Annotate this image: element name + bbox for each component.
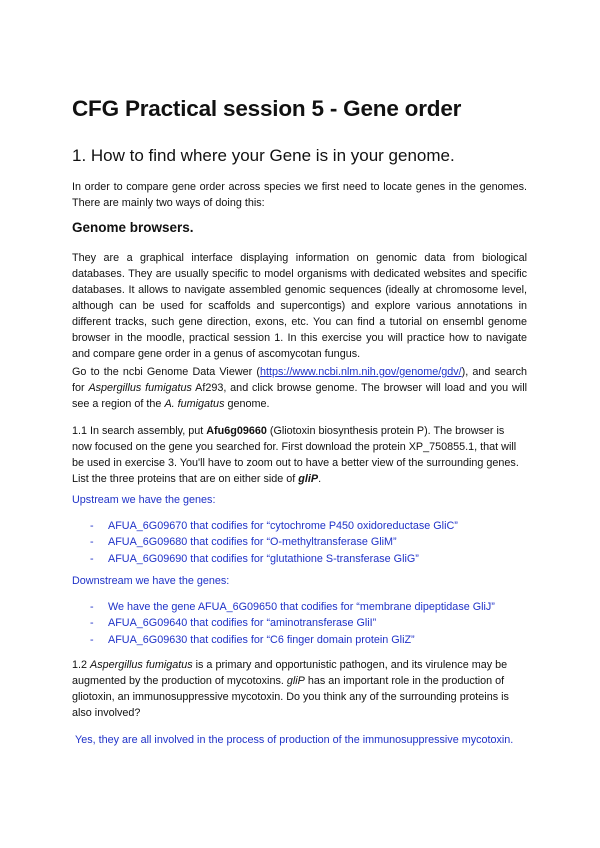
q12-text-3: has an important role in the production of gliotoxin, an immunosuppressive mycotoxin. Do you think any of the surrounding proteins is also involved? (72, 675, 509, 719)
list-item-text: AFUA_6G09670 that codifies for “cytochrome P450 oxidoreductase GliC” (108, 520, 458, 532)
ncbi-text-4: genome. (224, 398, 270, 410)
gene-id: Afu6g09660 (206, 425, 267, 437)
gene-name: gliP (286, 675, 305, 687)
question-1-1 (72, 423, 527, 487)
downstream-list (90, 599, 495, 648)
species-name: Aspergillus fumigatus (88, 382, 192, 394)
upstream-label: Upstream we have the genes: (72, 494, 216, 506)
q11-text-1: 1.1 In search assembly, put (72, 425, 207, 437)
bullet: - (90, 520, 94, 532)
list-item (90, 551, 458, 567)
intro-paragraph: In order to compare gene order across species we first need to locate genes in the genomes. There are mainly two ways of doing this: (72, 181, 527, 209)
answer-text: Yes, they are all involved in the process of production of the immunosuppressive mycotoxin. (75, 734, 514, 746)
bullet: - (90, 552, 94, 565)
list-item-text: AFUA_6G09680 that codifies for “O-methyltransferase GliM” (108, 536, 397, 549)
species-abbrev: A. fumigatus (164, 398, 225, 410)
q11-text-2: (Gliotoxin biosynthesis protein P). The browser is now focused on the gene you searched for. First download the protein XP_750855.1, that will be used in exercise 3. You'll have to zoom out to have a better view of the surrounding genes. List the three proteins that are on either side of (72, 425, 519, 485)
q11-text-3: . (318, 473, 322, 485)
browsers-paragraph: They are a graphical interface displaying information on genomic data from biological databases. They are usually specific to model organisms with dedicated websites and specific databases. It allows to navigate assembled genomic sequences (ideally at chromosome level, although can be used for scaffolds and supercontigs) and explore various annotations in different tracks, such gene direction, exons, etc. You can find a tutorial on ensembl genome browser in the moodle, practical session 1. In this exercise you will practice how to navigate and compare gene order in a genus of ascomycotan fungus. (72, 252, 527, 360)
ncbi-text-3: Af293, and click browse genome. The browser will load and you will see a region of the (72, 382, 527, 410)
section-heading: 1. How to find where your Gene is in your genome. (72, 146, 455, 165)
upstream-list (90, 518, 458, 567)
list-item (90, 534, 458, 550)
list-item-text: AFUA_6G09640 that codifies for “aminotransferase GliI” (108, 617, 377, 630)
list-item-text: AFUA_6G09690 that codifies for “glutathione S-transferase GliG” (108, 552, 419, 565)
downstream-label: Downstream we have the genes: (72, 575, 230, 587)
ncbi-link[interactable]: https://www.ncbi.nlm.nih.gov/genome/gdv/ (260, 366, 462, 378)
bullet: - (90, 601, 94, 613)
question-1-2 (72, 657, 527, 721)
q12-text-1: 1.2 (72, 659, 91, 671)
list-item-text: AFUA_6G09630 that codifies for “C6 finger domain protein GliZ” (108, 633, 415, 646)
list-item-text: We have the gene AFUA_6G09650 that codifies for “membrane dipeptidase GliJ” (108, 601, 495, 613)
list-item (90, 615, 495, 631)
bullet: - (90, 617, 94, 630)
bullet: - (90, 536, 94, 549)
subheading-genome-browsers: Genome browsers. (72, 220, 194, 235)
species-name: Aspergillus fumigatus (90, 659, 193, 671)
ncbi-text-1: Go to the ncbi Genome Data Viewer ( (72, 366, 260, 378)
ncbi-paragraph (72, 364, 527, 412)
bullet: - (90, 633, 94, 646)
list-item (90, 632, 495, 648)
ncbi-text-2: ), and search for (72, 366, 528, 394)
list-item (90, 599, 495, 615)
page-title: CFG Practical session 5 - Gene order (72, 96, 462, 121)
list-item (90, 518, 458, 534)
q12-text-2: is a primary and opportunistic pathogen, and its virulence may be augmented by the production of mycotoxins. (72, 659, 508, 687)
gene-name: gliP (298, 473, 319, 485)
